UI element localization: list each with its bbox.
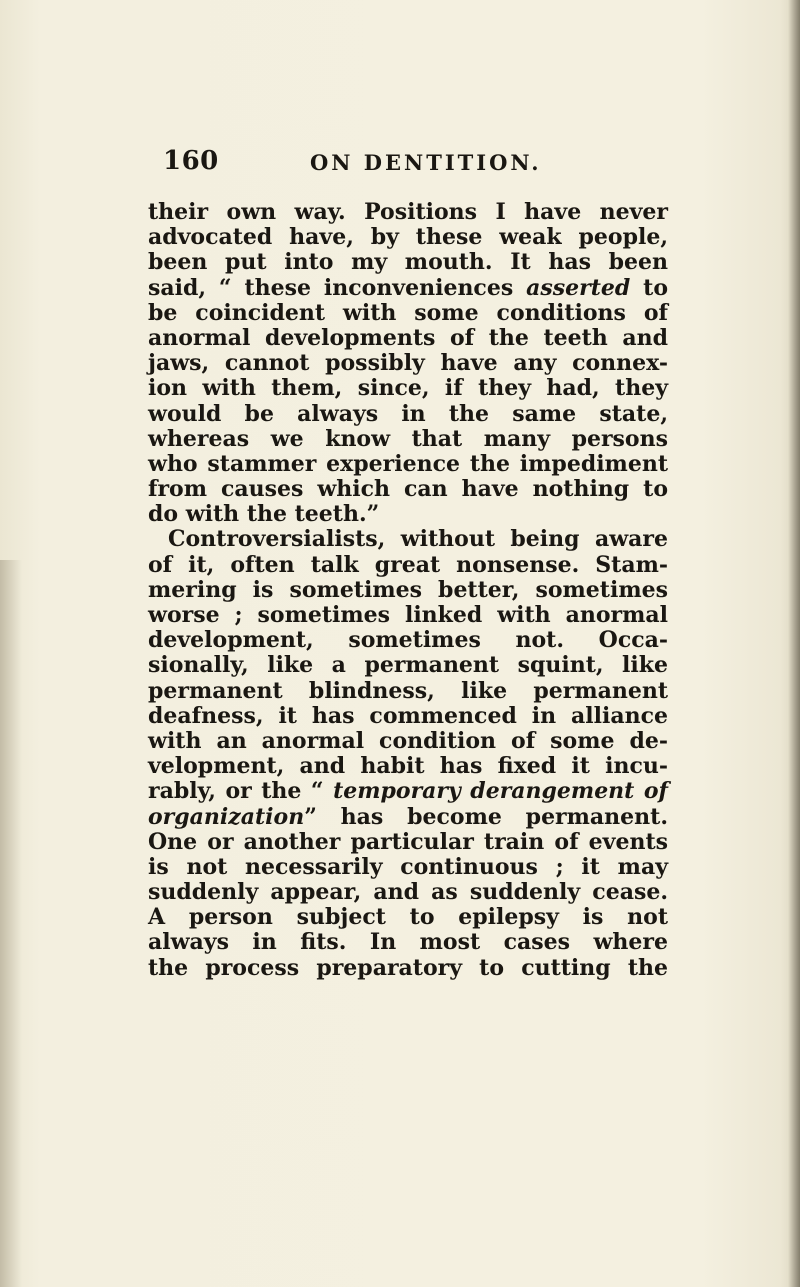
text-line: advocated have, by these weak people, — [148, 224, 668, 251]
text-line: would be always in the same state, — [148, 400, 668, 427]
line-text: said, “ these inconveniences — [148, 274, 527, 301]
page-header — [163, 146, 663, 176]
italic-word-asserted: asserted — [526, 274, 631, 301]
text-line: been put into my mouth. It has been — [148, 249, 668, 276]
text-line: Controversialists, without being aware — [168, 526, 668, 553]
running-head: ON DENTITION. — [310, 150, 542, 175]
text-line: the process preparatory to cutting the — [148, 954, 668, 981]
line-text: ” has become permanent. — [304, 803, 668, 830]
italic-phrase-temporary-derangement: temporary derangement of — [333, 778, 668, 805]
text-line: from causes which can have nothing to — [148, 476, 668, 503]
text-line: with an anormal condition of some de- — [148, 727, 668, 754]
text-line: jaws, cannot possibly have any connex- — [148, 350, 668, 377]
line-text: rably, or the “ — [148, 778, 334, 805]
text-line: development, sometimes not. Occa- — [148, 627, 668, 654]
text-line: sionally, like a permanent squint, like — [148, 652, 668, 679]
text-line: permanent blindness, like permanent — [148, 677, 668, 704]
text-line: mering is sometimes better, sometimes — [148, 576, 668, 603]
binding-shadow — [0, 560, 22, 1287]
body-text — [148, 200, 668, 981]
text-line: anormal developments of the teeth and — [148, 324, 668, 351]
text-line: do with the teeth.” — [148, 501, 380, 528]
page-number: 160 — [163, 146, 219, 176]
italic-word-organization: organization — [148, 803, 305, 830]
text-line: be coincident with some conditions of — [148, 299, 668, 326]
text-line: suddenly appear, and as suddenly cease. — [148, 879, 668, 906]
text-line: whereas we know that many persons — [148, 425, 668, 452]
text-line — [148, 805, 668, 830]
page-edge — [788, 0, 800, 1287]
text-line: is not necessarily continuous ; it may — [148, 853, 668, 880]
text-line — [148, 276, 668, 301]
text-line: One or another particular train of events — [148, 828, 668, 855]
text-line: worse ; sometimes linked with anormal — [148, 602, 668, 628]
text-line: their own way. Positions I have never — [148, 199, 668, 225]
line-text: to — [630, 274, 668, 301]
text-line: deafness, it has commenced in alliance — [148, 702, 668, 729]
text-line: ion with them, since, if they had, they — [148, 375, 668, 402]
text-line: A person subject to epilepsy is not — [148, 904, 668, 931]
text-line: always in fits. In most cases where — [148, 929, 668, 956]
text-line — [148, 779, 668, 804]
text-line: who stammer experience the impediment — [148, 450, 668, 477]
text-line: velopment, and habit has fixed it incu- — [148, 753, 668, 780]
text-line: of it, often talk great nonsense. Stam- — [148, 551, 668, 578]
